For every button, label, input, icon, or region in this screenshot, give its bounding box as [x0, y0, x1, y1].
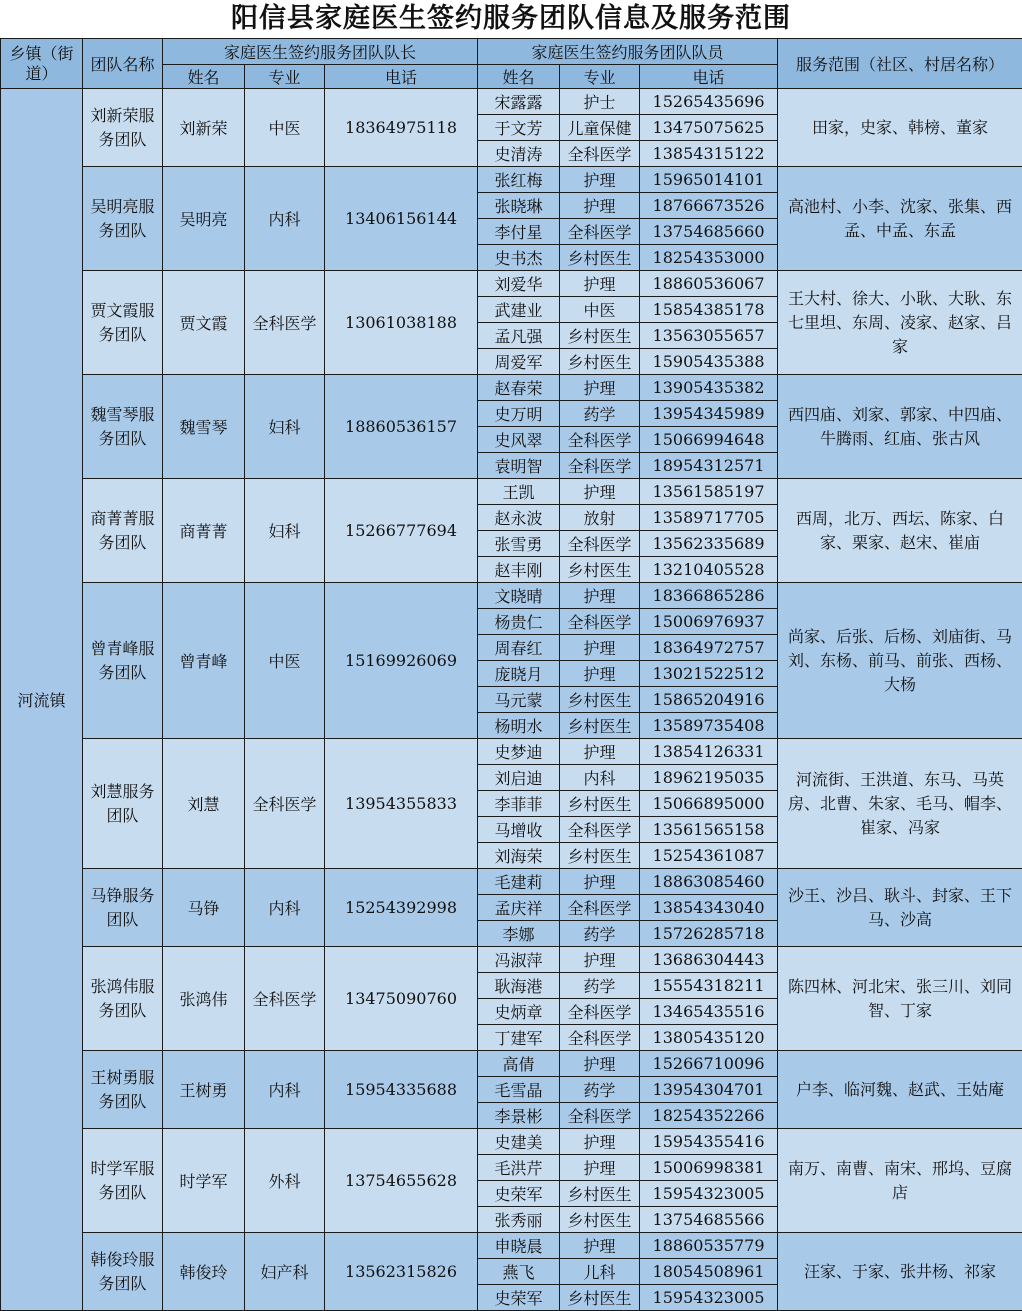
member-specialty-cell: 全科医学: [560, 895, 640, 921]
member-phone-cell: 15006998381: [640, 1155, 778, 1181]
member-name-cell: 李付星: [478, 219, 560, 245]
member-phone-cell: 13805435120: [640, 1025, 778, 1051]
member-name-cell: 李娜: [478, 921, 560, 947]
member-specialty-cell: 内科: [560, 765, 640, 791]
member-name-cell: 赵永波: [478, 505, 560, 531]
scope-cell: 西四庙、刘家、郭家、中四庙、牛腾雨、红庙、张古风: [778, 375, 1022, 479]
member-specialty-cell: 全科医学: [560, 453, 640, 479]
member-name-cell: 刘爱华: [478, 271, 560, 297]
member-phone-cell: 13954304701: [640, 1077, 778, 1103]
leader-phone-cell: 13754655628: [325, 1129, 478, 1233]
table-row: [1, 375, 1022, 401]
table-row: [1, 1051, 1022, 1077]
member-specialty-cell: 护理: [560, 375, 640, 401]
team-name-cell: 马铮服务团队: [83, 869, 163, 947]
leader-specialty-cell: 全科医学: [245, 947, 325, 1051]
table-row: [1, 947, 1022, 973]
member-name-cell: 王凯: [478, 479, 560, 505]
member-name-cell: 于文芳: [478, 115, 560, 141]
leader-name-cell: 魏雪琴: [163, 375, 245, 479]
table-row: [1, 167, 1022, 193]
member-phone-cell: 18863085460: [640, 869, 778, 895]
member-phone-cell: 18954312571: [640, 453, 778, 479]
leader-phone-cell: 13475090760: [325, 947, 478, 1051]
leader-phone-cell: 15254392998: [325, 869, 478, 947]
member-name-cell: 庞晓月: [478, 661, 560, 687]
scope-cell: 南万、南曹、南宋、邢坞、豆腐店: [778, 1129, 1022, 1233]
team-name-cell: 张鸿伟服务团队: [83, 947, 163, 1051]
member-name-cell: 杨贵仁: [478, 609, 560, 635]
scope-cell: 尚家、后张、后杨、刘庙街、马刘、东杨、前马、前张、西杨、大杨: [778, 583, 1022, 739]
header-team-name: 团队名称: [83, 39, 163, 89]
table-row: [1, 1233, 1022, 1259]
header-member-phone: 电话: [640, 65, 778, 89]
member-specialty-cell: 药学: [560, 401, 640, 427]
member-specialty-cell: 乡村医生: [560, 687, 640, 713]
header-member-specialty: 专业: [560, 65, 640, 89]
member-specialty-cell: 全科医学: [560, 531, 640, 557]
member-phone-cell: 13589735408: [640, 713, 778, 739]
team-name-cell: 刘慧服务团队: [83, 739, 163, 869]
member-name-cell: 史梦迪: [478, 739, 560, 765]
leader-name-cell: 贾文霞: [163, 271, 245, 375]
scope-cell: 陈四林、河北宋、张三川、刘同智、丁家: [778, 947, 1022, 1051]
leader-specialty-cell: 外科: [245, 1129, 325, 1233]
member-name-cell: 史书杰: [478, 245, 560, 271]
member-phone-cell: 18860536067: [640, 271, 778, 297]
member-specialty-cell: 药学: [560, 921, 640, 947]
leader-specialty-cell: 中医: [245, 583, 325, 739]
leader-name-cell: 张鸿伟: [163, 947, 245, 1051]
member-specialty-cell: 乡村医生: [560, 1207, 640, 1233]
table-row: [1, 271, 1022, 297]
table-row: [1, 89, 1022, 115]
member-name-cell: 杨明水: [478, 713, 560, 739]
member-phone-cell: 13562335689: [640, 531, 778, 557]
member-name-cell: 毛雪晶: [478, 1077, 560, 1103]
member-name-cell: 申晓晨: [478, 1233, 560, 1259]
member-name-cell: 史炳章: [478, 999, 560, 1025]
leader-name-cell: 商菁菁: [163, 479, 245, 583]
member-phone-cell: 13021522512: [640, 661, 778, 687]
member-specialty-cell: 全科医学: [560, 817, 640, 843]
member-name-cell: 武建业: [478, 297, 560, 323]
table-row: [1, 739, 1022, 765]
leader-name-cell: 曾青峰: [163, 583, 245, 739]
leader-name-cell: 时学军: [163, 1129, 245, 1233]
member-specialty-cell: 护理: [560, 739, 640, 765]
member-phone-cell: 15905435388: [640, 349, 778, 375]
member-specialty-cell: 护理: [560, 635, 640, 661]
team-table: [0, 38, 1022, 1311]
member-name-cell: 高倩: [478, 1051, 560, 1077]
member-phone-cell: 15066895000: [640, 791, 778, 817]
member-specialty-cell: 护理: [560, 947, 640, 973]
member-specialty-cell: 护理: [560, 193, 640, 219]
member-phone-cell: 15954323005: [640, 1181, 778, 1207]
member-specialty-cell: 乡村医生: [560, 713, 640, 739]
header-scope: 服务范围（社区、村居名称）: [778, 39, 1022, 89]
leader-phone-cell: 18364975118: [325, 89, 478, 167]
member-phone-cell: 15254361087: [640, 843, 778, 869]
member-name-cell: 袁明智: [478, 453, 560, 479]
leader-phone-cell: 15266777694: [325, 479, 478, 583]
member-specialty-cell: 乡村医生: [560, 843, 640, 869]
member-name-cell: 冯淑萍: [478, 947, 560, 973]
member-phone-cell: 13754685566: [640, 1207, 778, 1233]
member-name-cell: 毛洪芹: [478, 1155, 560, 1181]
member-specialty-cell: 护理: [560, 1233, 640, 1259]
member-phone-cell: 15954355416: [640, 1129, 778, 1155]
member-phone-cell: 18054508961: [640, 1259, 778, 1285]
member-name-cell: 史建美: [478, 1129, 560, 1155]
member-specialty-cell: 放射: [560, 505, 640, 531]
scope-cell: 田家，史家、韩榜、董家: [778, 89, 1022, 167]
member-name-cell: 孟凡强: [478, 323, 560, 349]
team-name-cell: 时学军服务团队: [83, 1129, 163, 1233]
leader-name-cell: 刘慧: [163, 739, 245, 869]
member-phone-cell: 13475075625: [640, 115, 778, 141]
member-name-cell: 燕飞: [478, 1259, 560, 1285]
leader-specialty-cell: 全科医学: [245, 271, 325, 375]
header-leader-group: 家庭医生签约服务团队队长: [163, 39, 478, 65]
member-specialty-cell: 儿童保健: [560, 115, 640, 141]
member-name-cell: 张晓琳: [478, 193, 560, 219]
member-specialty-cell: 护理: [560, 271, 640, 297]
leader-specialty-cell: 妇科: [245, 375, 325, 479]
leader-specialty-cell: 妇产科: [245, 1233, 325, 1311]
member-name-cell: 周爱军: [478, 349, 560, 375]
member-specialty-cell: 乡村医生: [560, 791, 640, 817]
member-specialty-cell: 乡村医生: [560, 349, 640, 375]
member-specialty-cell: 全科医学: [560, 1103, 640, 1129]
member-phone-cell: 15854385178: [640, 297, 778, 323]
leader-name-cell: 王树勇: [163, 1051, 245, 1129]
leader-phone-cell: 13061038188: [325, 271, 478, 375]
header-member-name: 姓名: [478, 65, 560, 89]
member-phone-cell: 18254352266: [640, 1103, 778, 1129]
leader-phone-cell: 13562315826: [325, 1233, 478, 1311]
scope-cell: 西周，北万、西坛、陈家、白家、栗家、赵宋、崔庙: [778, 479, 1022, 583]
member-name-cell: 史荣军: [478, 1285, 560, 1311]
member-name-cell: 耿海港: [478, 973, 560, 999]
member-phone-cell: 15554318211: [640, 973, 778, 999]
team-name-cell: 刘新荣服务团队: [83, 89, 163, 167]
leader-phone-cell: 13406156144: [325, 167, 478, 271]
member-specialty-cell: 全科医学: [560, 219, 640, 245]
header-member-group: 家庭医生签约服务团队队员: [478, 39, 778, 65]
team-name-cell: 商菁菁服务团队: [83, 479, 163, 583]
member-phone-cell: 13854343040: [640, 895, 778, 921]
member-name-cell: 文晓晴: [478, 583, 560, 609]
team-name-cell: 韩俊玲服务团队: [83, 1233, 163, 1311]
town-cell: 河流镇: [1, 89, 83, 1311]
leader-phone-cell: 18860536157: [325, 375, 478, 479]
member-phone-cell: 13589717705: [640, 505, 778, 531]
member-name-cell: 毛建莉: [478, 869, 560, 895]
member-phone-cell: 13854126331: [640, 739, 778, 765]
team-name-cell: 贾文霞服务团队: [83, 271, 163, 375]
leader-phone-cell: 13954355833: [325, 739, 478, 869]
member-phone-cell: 15006976937: [640, 609, 778, 635]
team-name-cell: 魏雪琴服务团队: [83, 375, 163, 479]
team-name-cell: 王树勇服务团队: [83, 1051, 163, 1129]
member-specialty-cell: 全科医学: [560, 609, 640, 635]
member-phone-cell: 13905435382: [640, 375, 778, 401]
member-specialty-cell: 乡村医生: [560, 1285, 640, 1311]
member-phone-cell: 18766673526: [640, 193, 778, 219]
header-leader-name: 姓名: [163, 65, 245, 89]
leader-phone-cell: 15169926069: [325, 583, 478, 739]
leader-phone-cell: 15954335688: [325, 1051, 478, 1129]
member-phone-cell: 13561585197: [640, 479, 778, 505]
member-name-cell: 宋露露: [478, 89, 560, 115]
member-name-cell: 李菲菲: [478, 791, 560, 817]
member-name-cell: 孟庆祥: [478, 895, 560, 921]
member-specialty-cell: 乡村医生: [560, 323, 640, 349]
member-phone-cell: 13854315122: [640, 141, 778, 167]
leader-specialty-cell: 中医: [245, 89, 325, 167]
leader-specialty-cell: 内科: [245, 869, 325, 947]
member-phone-cell: 13954345989: [640, 401, 778, 427]
scope-cell: 王大村、徐大、小耿、大耿、东七里坦、东周、凌家、赵家、吕家: [778, 271, 1022, 375]
scope-cell: 高池村、小李、沈家、张集、西孟、中孟、东孟: [778, 167, 1022, 271]
member-phone-cell: 13561565158: [640, 817, 778, 843]
member-phone-cell: 15066994648: [640, 427, 778, 453]
member-specialty-cell: 护理: [560, 479, 640, 505]
member-name-cell: 赵春荣: [478, 375, 560, 401]
member-specialty-cell: 护理: [560, 1129, 640, 1155]
member-phone-cell: 18860535779: [640, 1233, 778, 1259]
member-phone-cell: 18962195035: [640, 765, 778, 791]
leader-specialty-cell: 妇科: [245, 479, 325, 583]
member-phone-cell: 18364972757: [640, 635, 778, 661]
member-phone-cell: 13210405528: [640, 557, 778, 583]
member-specialty-cell: 护士: [560, 89, 640, 115]
member-specialty-cell: 药学: [560, 973, 640, 999]
member-phone-cell: 18254353000: [640, 245, 778, 271]
member-name-cell: 丁建军: [478, 1025, 560, 1051]
member-name-cell: 史清涛: [478, 141, 560, 167]
member-specialty-cell: 护理: [560, 583, 640, 609]
table-row: [1, 479, 1022, 505]
leader-name-cell: 韩俊玲: [163, 1233, 245, 1311]
member-specialty-cell: 护理: [560, 1155, 640, 1181]
member-name-cell: 张秀丽: [478, 1207, 560, 1233]
member-name-cell: 马增收: [478, 817, 560, 843]
member-name-cell: 刘启迪: [478, 765, 560, 791]
scope-cell: 汪家、于家、张井杨、祁家: [778, 1233, 1022, 1311]
table-row: [1, 583, 1022, 609]
member-specialty-cell: 全科医学: [560, 1025, 640, 1051]
leader-name-cell: 马铮: [163, 869, 245, 947]
leader-specialty-cell: 内科: [245, 167, 325, 271]
team-name-cell: 吴明亮服务团队: [83, 167, 163, 271]
member-specialty-cell: 乡村医生: [560, 557, 640, 583]
scope-cell: 户李、临河魏、赵武、王姑庵: [778, 1051, 1022, 1129]
table-row: [1, 1129, 1022, 1155]
leader-name-cell: 吴明亮: [163, 167, 245, 271]
member-specialty-cell: 药学: [560, 1077, 640, 1103]
header-town: 乡镇（街道）: [1, 39, 83, 89]
member-phone-cell: 13686304443: [640, 947, 778, 973]
member-name-cell: 张雪勇: [478, 531, 560, 557]
member-specialty-cell: 护理: [560, 167, 640, 193]
member-name-cell: 马元蒙: [478, 687, 560, 713]
member-specialty-cell: 护理: [560, 869, 640, 895]
member-name-cell: 史荣军: [478, 1181, 560, 1207]
member-name-cell: 周春红: [478, 635, 560, 661]
member-specialty-cell: 全科医学: [560, 141, 640, 167]
member-specialty-cell: 中医: [560, 297, 640, 323]
member-phone-cell: 18366865286: [640, 583, 778, 609]
leader-name-cell: 刘新荣: [163, 89, 245, 167]
member-specialty-cell: 全科医学: [560, 999, 640, 1025]
member-phone-cell: 13754685660: [640, 219, 778, 245]
member-phone-cell: 15265435696: [640, 89, 778, 115]
leader-specialty-cell: 全科医学: [245, 739, 325, 869]
member-specialty-cell: 乡村医生: [560, 1181, 640, 1207]
scope-cell: 沙王、沙吕、耿斗、封家、王下马、沙高: [778, 869, 1022, 947]
member-phone-cell: 13465435516: [640, 999, 778, 1025]
member-specialty-cell: 乡村医生: [560, 245, 640, 271]
member-phone-cell: 15266710096: [640, 1051, 778, 1077]
leader-specialty-cell: 内科: [245, 1051, 325, 1129]
scope-cell: 河流街、王洪道、东马、马英房、北曹、朱家、毛马、帽李、崔家、冯家: [778, 739, 1022, 869]
member-phone-cell: 15965014101: [640, 167, 778, 193]
team-name-cell: 曾青峰服务团队: [83, 583, 163, 739]
member-name-cell: 赵丰刚: [478, 557, 560, 583]
member-name-cell: 张红梅: [478, 167, 560, 193]
table-row: [1, 869, 1022, 895]
member-specialty-cell: 护理: [560, 661, 640, 687]
member-phone-cell: 15726285718: [640, 921, 778, 947]
member-name-cell: 李景彬: [478, 1103, 560, 1129]
member-name-cell: 史风翠: [478, 427, 560, 453]
member-name-cell: 史万明: [478, 401, 560, 427]
member-name-cell: 刘海荣: [478, 843, 560, 869]
member-phone-cell: 15865204916: [640, 687, 778, 713]
member-specialty-cell: 儿科: [560, 1259, 640, 1285]
member-phone-cell: 13563055657: [640, 323, 778, 349]
header-leader-phone: 电话: [325, 65, 478, 89]
member-specialty-cell: 全科医学: [560, 427, 640, 453]
member-phone-cell: 15954323005: [640, 1285, 778, 1311]
member-specialty-cell: 护理: [560, 1051, 640, 1077]
header-leader-specialty: 专业: [245, 65, 325, 89]
page-title: 阳信县家庭医生签约服务团队信息及服务范围: [0, 0, 1022, 38]
